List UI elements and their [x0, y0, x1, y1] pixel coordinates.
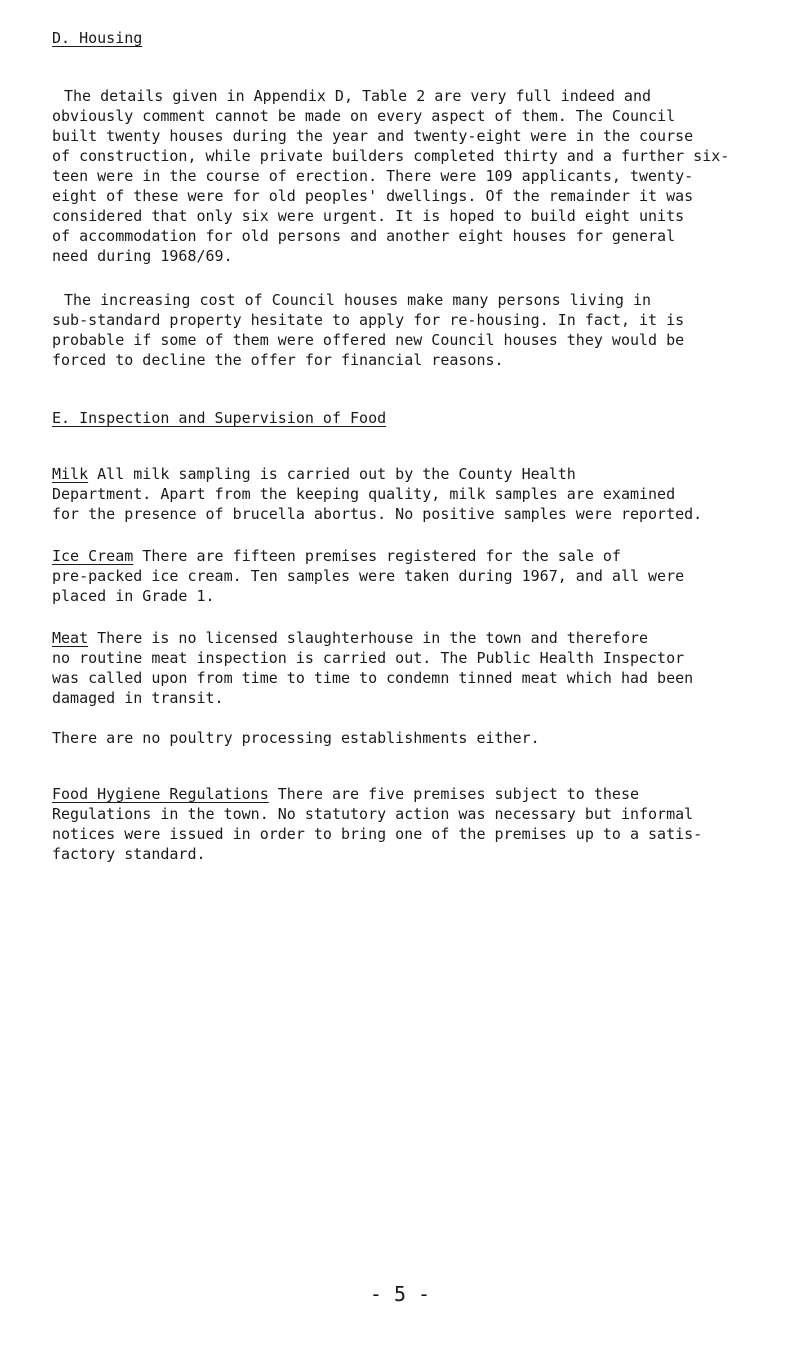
text-line: There are no poultry processing establishments either.	[52, 729, 540, 747]
text-line: obviously comment cannot be made on every aspect of them. The Council	[52, 107, 676, 125]
meat-paragraph	[52, 628, 772, 708]
text-line: built twenty houses during the year and twenty-eight were in the course	[52, 127, 694, 145]
poultry-paragraph	[52, 728, 772, 748]
section-e-number: E.	[52, 409, 71, 427]
ice-cream-paragraph	[52, 546, 772, 606]
housing-paragraph-1	[52, 86, 772, 266]
section-d-number: D.	[52, 29, 71, 47]
text-line: Department. Apart from the keeping quality, milk samples are examined	[52, 485, 676, 503]
text-line: Food Hygiene Regulations There are five premises subject to these	[52, 785, 640, 803]
text-line: The increasing cost of Council houses make many persons living in	[64, 291, 651, 309]
section-e-heading	[52, 408, 386, 428]
text-line: no routine meat inspection is carried out. The Public Health Inspector	[52, 649, 685, 667]
text-line: Milk All milk sampling is carried out by the County Health	[52, 465, 576, 483]
section-d-title: Housing	[79, 29, 143, 47]
text-line: sub-standard property hesitate to apply for re-housing. In fact, it is	[52, 311, 685, 329]
ice-cream-label: Ice Cream	[52, 547, 134, 565]
text-line: The details given in Appendix D, Table 2 are very full indeed and	[64, 87, 651, 105]
section-e-title: Inspection and Supervision of Food	[79, 409, 387, 427]
text-line: need during 1968/69.	[52, 247, 233, 265]
text-line: notices were issued in order to bring one of the premises up to a satis-	[52, 825, 703, 843]
text-line: for the presence of brucella abortus. No positive samples were reported.	[52, 505, 703, 523]
food-hygiene-paragraph	[52, 784, 772, 864]
milk-paragraph	[52, 464, 772, 524]
text-line: was called upon from time to time to condemn tinned meat which had been	[52, 669, 694, 687]
text-line: placed in Grade 1.	[52, 587, 215, 605]
text-line: damaged in transit.	[52, 689, 224, 707]
text-line: eight of these were for old peoples' dwellings. Of the remainder it was	[52, 187, 694, 205]
text-line: Regulations in the town. No statutory action was necessary but informal	[52, 805, 694, 823]
food-hygiene-label: Food Hygiene Regulations	[52, 785, 269, 803]
text-line: of construction, while private builders completed thirty and a further six-	[52, 147, 730, 165]
text-line: teen were in the course of erection. There were 109 applicants, twenty-	[52, 167, 694, 185]
text-line: factory standard.	[52, 845, 206, 863]
text-line: of accommodation for old persons and another eight houses for general	[52, 227, 676, 245]
meat-label: Meat	[52, 629, 89, 647]
text-line: considered that only six were urgent. It is hoped to build eight units	[52, 207, 685, 225]
milk-label: Milk	[52, 465, 89, 483]
text-line: Ice Cream There are fifteen premises registered for the sale of	[52, 547, 621, 565]
text-line: probable if some of them were offered new Council houses they would be	[52, 331, 685, 349]
housing-paragraph-2	[52, 290, 772, 370]
section-d-heading	[52, 28, 142, 48]
page-number: - 5 -	[369, 1282, 431, 1306]
text-line: Meat There is no licensed slaughterhouse in the town and therefore	[52, 629, 649, 647]
text-line: pre-packed ice cream. Ten samples were taken during 1967, and all were	[52, 567, 685, 585]
text-line: forced to decline the offer for financial reasons.	[52, 351, 504, 369]
